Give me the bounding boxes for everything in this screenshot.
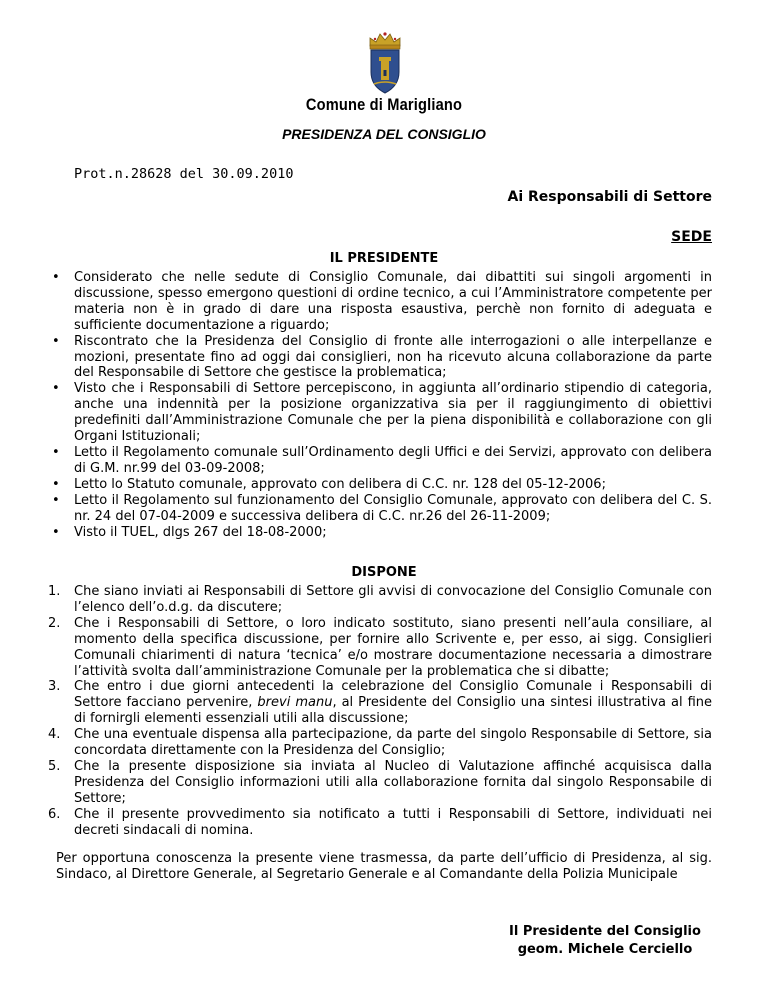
list-item: 4. Che una eventuale dispensa alla partecipazione, da parte del singolo Responsabile di Settore, sia concordata direttamente con la Presidenza del Consiglio; bbox=[48, 727, 712, 759]
recipient-line: Ai Responsabili di Settore bbox=[507, 189, 712, 205]
bullet-icon: • bbox=[52, 524, 60, 540]
bullet-icon: • bbox=[52, 333, 60, 349]
item-number: 5. bbox=[48, 758, 61, 774]
list-item: • Letto lo Statuto comunale, approvato con delibera di C.C. nr. 128 del 05-12-2006; bbox=[52, 476, 606, 492]
item-number: 6. bbox=[48, 806, 61, 822]
item-number: 3. bbox=[48, 679, 61, 695]
provisions-list bbox=[48, 584, 713, 839]
bullet-icon: • bbox=[52, 476, 60, 492]
protocol-number: Prot.n.28628 del 30.09.2010 bbox=[74, 166, 294, 182]
item-number: 2. bbox=[48, 615, 61, 631]
list-item: 6. Che il presente provvedimento sia notificato a tutti i Responsabili di Settore, individuati nei decreti sindacali di nomina. bbox=[48, 806, 712, 838]
bullet-icon: • bbox=[52, 492, 60, 508]
closing-paragraph: Per opportuna conoscenza la presente viene trasmessa, da parte dell’ufficio di Presidenza, al sig. Sindaco, al Direttore Generale, al Segretario Generale e al Comandante della Polizia Municipale bbox=[56, 851, 712, 882]
list-item: • Letto il Regolamento sul funzionamento del Consiglio Comunale, approvato con delibera del C. S. nr. 24 del 07-04-2009 e successiva delibera di C.C. nr.26 del 26-11-2009; bbox=[52, 492, 712, 524]
municipal-crest-icon bbox=[360, 30, 410, 96]
location-line: SEDE bbox=[671, 229, 712, 245]
list-item: • Visto il TUEL, dlgs 267 del 18-08-2000; bbox=[52, 524, 327, 540]
bullet-icon: • bbox=[52, 381, 60, 397]
considerations-list bbox=[52, 270, 712, 540]
bullet-icon: • bbox=[52, 270, 60, 285]
list-item: 1. Che siano inviati ai Responsabili di Settore gli avvisi di convocazione del Consiglio Comunale con l’elenco dell’o.d.g. da discutere; bbox=[48, 584, 712, 615]
list-item: • Visto che i Responsabili di Settore percepiscono, in aggiunta all’ordinario stipendio di categoria, anche una indennità per la posizione organizzativa sia per il raggiungimento di obiettivi predefiniti dall’Amministrazione Comunale che per la piena disponibilità e collaborazione con gli Organi Istituzionali; bbox=[52, 381, 712, 445]
emphasis-text: brevi manu bbox=[257, 695, 333, 711]
organization-name: Comune di Marigliano bbox=[305, 95, 463, 114]
signature-title: Il Presidente del Consiglio bbox=[509, 924, 701, 939]
item-number: 4. bbox=[48, 727, 61, 743]
bullet-icon: • bbox=[52, 444, 60, 460]
list-item: 5. Che la presente disposizione sia inviata al Nucleo di Valutazione affinché acquisisca dalla Presidenza del Consiglio informazioni utili alla collaborazione fornita dal singolo Responsabile di Settore; bbox=[48, 758, 712, 806]
list-item: 3. Che entro i due giorni antecedenti la celebrazione del Consiglio Comunale i Responsabili di Settore facciano pervenire, brevi manu, al Presidente del Consiglio una sintesi illustrativa al fine di fornirgli elementi essenziali utili alla discussione; bbox=[48, 679, 713, 727]
section-heading-presidente: IL PRESIDENTE bbox=[329, 251, 439, 266]
office-title: PRESIDENZA DEL CONSIGLIO bbox=[282, 126, 486, 142]
signature-name: geom. Michele Cerciello bbox=[517, 942, 693, 957]
list-item: 2. Che i Responsabili di Settore, o loro indicato sostituto, siano presenti nell’aula consiliare, al momento della specifica discussione, per fornire allo Scrivente e, per esso, ai sigg. Consiglieri Comunali chiarimenti di natura ‘tecnica’ e/o mostrare documentazione necessaria a dimostrare l’attività svolta dall’amministrazione Comunale per la problematica che si dibatte; bbox=[48, 615, 712, 679]
list-item: • Riscontrato che la Presidenza del Consiglio di fronte alle interrogazioni o alle interpellanze e mozioni, presentate fino ad oggi dai consiglieri, non ha ricevuto alcuna collaborazione da parte del Responsabile di Settore che gestisce la problematica; bbox=[52, 333, 712, 381]
section-heading-dispone: DISPONE bbox=[351, 565, 417, 580]
list-item: • Considerato che nelle sedute di Consiglio Comunale, dai dibattiti sui singoli argomenti in discussione, spesso emergono questioni di ordine tecnico, a cui l’Amministratore competente per materia non è in grado di dare una risposta esaustiva, perchè non fornito di adeguata e sufficiente documentazione a riguardo; bbox=[52, 270, 712, 333]
list-item: • Letto il Regolamento comunale sull’Ordinamento degli Uffici e dei Servizi, approvato con delibera di G.M. nr.99 del 03-09-2008; bbox=[52, 444, 712, 476]
item-number: 1. bbox=[48, 584, 61, 599]
